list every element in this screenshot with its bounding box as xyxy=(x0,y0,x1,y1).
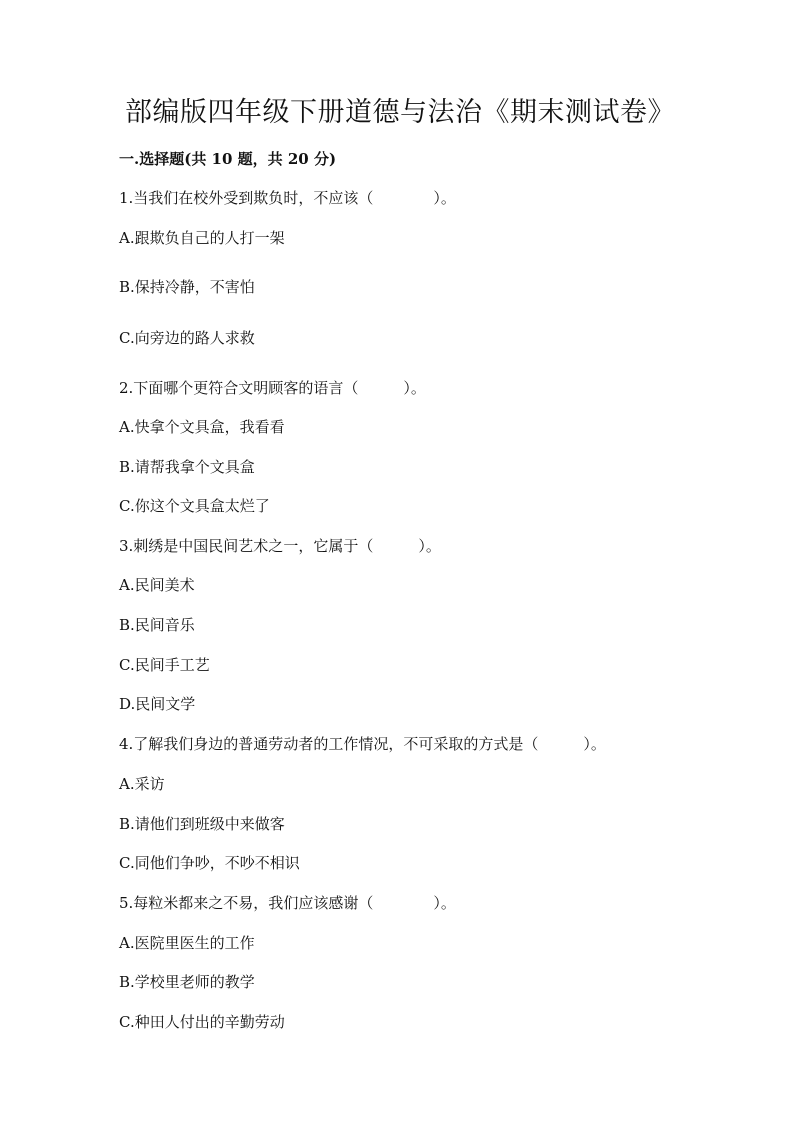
question-4-option-b: B.请他们到班级中来做客 xyxy=(119,815,285,833)
question-1-option-b: B.保持冷静，不害怕 xyxy=(119,278,255,296)
question-3-stem: 3.刺绣是中国民间艺术之一，它属于（ ）。 xyxy=(119,537,441,555)
question-2-option-c: C.你这个文具盒太烂了 xyxy=(119,497,270,515)
question-3-option-a: A.民间美术 xyxy=(119,576,195,594)
question-1-option-c: C.向旁边的路人求救 xyxy=(119,329,255,347)
question-1-option-a: A.跟欺负自己的人打一架 xyxy=(119,229,285,247)
question-1-stem: 1.当我们在校外受到欺负时，不应该（ ）。 xyxy=(119,189,456,207)
question-2-stem: 2.下面哪个更符合文明顾客的语言（ ）。 xyxy=(119,379,426,397)
question-3-option-d: D.民间文学 xyxy=(119,695,196,713)
question-3-option-c: C.民间手工艺 xyxy=(119,656,210,674)
question-3-option-b: B.民间音乐 xyxy=(119,616,195,634)
question-4-option-a: A.采访 xyxy=(119,775,165,793)
question-2-option-b: B.请帮我拿个文具盒 xyxy=(119,458,255,476)
section-heading: 一.选择题(共 10 题，共 20 分) xyxy=(119,150,337,168)
question-4-stem: 4.了解我们身边的普通劳动者的工作情况，不可采取的方式是（ ）。 xyxy=(119,735,606,753)
question-4-option-c: C.同他们争吵，不吵不相识 xyxy=(119,854,300,872)
question-5-option-b: B.学校里老师的教学 xyxy=(119,973,255,991)
question-5-option-a: A.医院里医生的工作 xyxy=(119,934,255,952)
question-5-option-c: C.种田人付出的辛勤劳动 xyxy=(119,1013,285,1031)
page-title: 部编版四年级下册道德与法治《期末测试卷》 xyxy=(125,97,675,128)
question-5-stem: 5.每粒米都来之不易，我们应该感谢（ ）。 xyxy=(119,894,456,912)
question-2-option-a: A.快拿个文具盒，我看看 xyxy=(119,418,285,436)
